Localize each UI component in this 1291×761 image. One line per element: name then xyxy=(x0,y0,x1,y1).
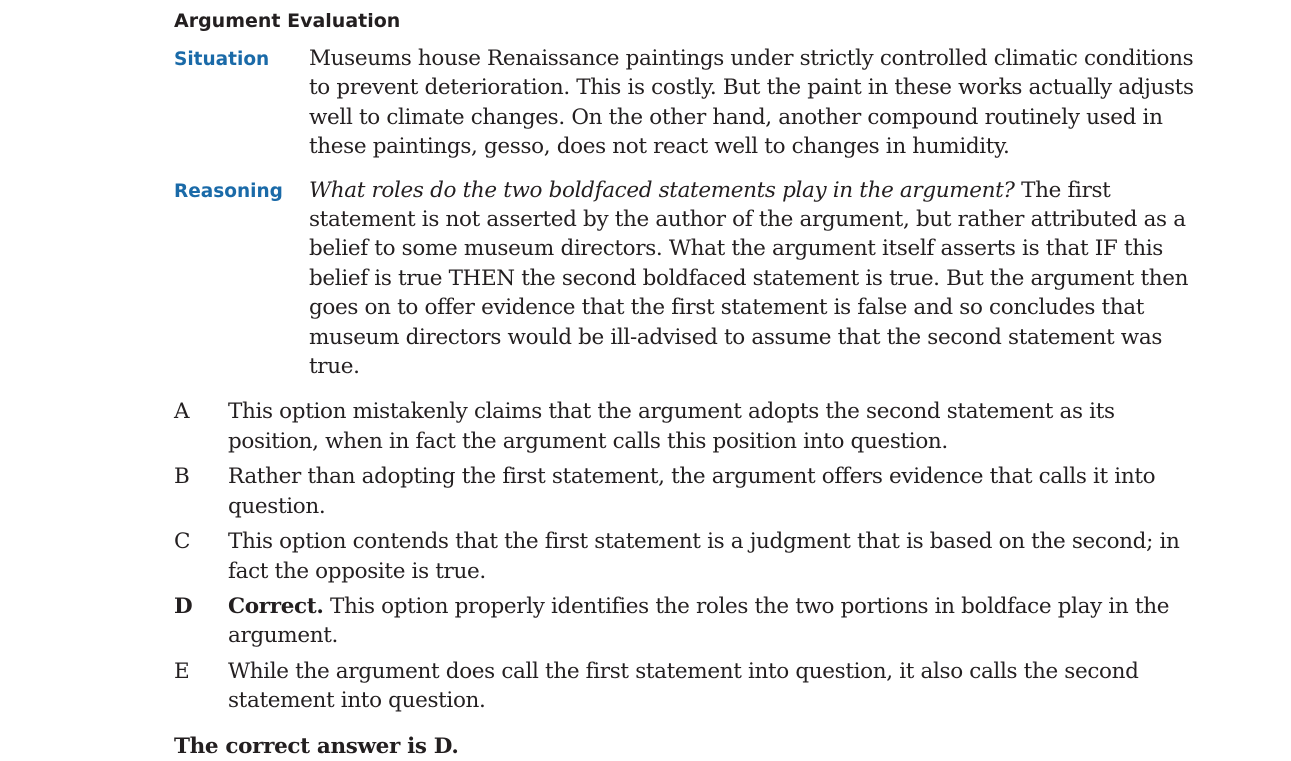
situation-text: Museums house Renaissance paintings under strictly controlled climatic conditions to prevent deterioration. This is costly. But the paint in these works actually adjusts well to climate changes. On the other hand, another compound routinely used in these paintings, gesso, does not react well to changes in humidity. xyxy=(309,46,1194,160)
correct-answer-statement: The correct answer is D. xyxy=(174,733,459,759)
option-letter: C xyxy=(174,529,191,555)
option-c xyxy=(174,527,1204,586)
situation-row xyxy=(174,44,1204,162)
option-explanation-text: This option properly identifies the roles the two portions in boldface play in the argument. xyxy=(228,593,1170,649)
reasoning-label: Reasoning xyxy=(174,180,283,202)
section-title: Argument Evaluation xyxy=(174,10,401,32)
option-explanation: While the argument does call the first statement into question, it also calls the second statement into question. xyxy=(228,658,1139,714)
option-e xyxy=(174,657,1204,716)
option-d xyxy=(174,592,1204,651)
option-a xyxy=(174,397,1204,456)
option-explanation: This option mistakenly claims that the argument adopts the second statement as its position, when in fact the argument calls this position into question. xyxy=(228,399,1115,454)
option-letter: D xyxy=(174,593,193,619)
option-b xyxy=(174,462,1204,521)
reasoning-body xyxy=(309,176,1199,382)
reasoning-row xyxy=(174,176,1204,382)
option-letter: E xyxy=(174,658,190,684)
reasoning-question: What roles do the two boldfaced statements play in the argument? xyxy=(309,177,1015,203)
option-letter: B xyxy=(174,464,190,490)
option-explanation: This option contends that the first statement is a judgment that is based on the second; in fact the opposite is true. xyxy=(228,529,1180,584)
answer-options xyxy=(174,397,1204,715)
option-letter: A xyxy=(174,399,190,425)
correct-marker: Correct. xyxy=(228,593,324,619)
option-explanation xyxy=(228,592,1198,651)
explanation-page xyxy=(174,8,1204,761)
reasoning-text: The first statement is not asserted by the author of the argument, but rather attributed as a belief to some museum directors. What the argument itself asserts is that IF this belief is true THEN the second boldfaced statement is true. But the argument then goes on to offer evidence that the first statement is false and so concludes that museum directors would be ill-advised to assume that the second statement was true. xyxy=(309,177,1189,380)
situation-label: Situation xyxy=(174,49,270,70)
option-explanation: Rather than adopting the first statement, the argument offers evidence that calls it into question. xyxy=(228,464,1156,519)
